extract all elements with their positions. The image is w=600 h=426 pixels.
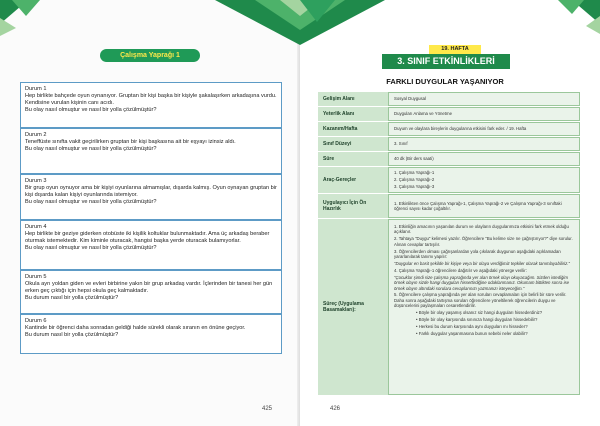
case-text: Okula ayrı yoldan giden ve evleri birbirine yakın bir grup arkadaş vardır. İçlerinden bir tanesi her gün erken geç çıktığı için hepsi okula geç kalmaktadır. xyxy=(25,281,273,295)
case-title: Durum 2 xyxy=(25,132,47,138)
case-text: Hep birlikte bir geziye giderken otobüste iki kişilik koltuklar bulunmaktadır. Ama üç arkadaş beraber oturmak istemektedir. Kim kiminle oturacak, hangisi başka yerde oturacak bulamıyorlar. xyxy=(25,231,270,245)
material-item: 3. Çalışma Yaprağı-3 xyxy=(394,183,435,189)
case-title: Durum 4 xyxy=(25,224,47,230)
info-row xyxy=(318,137,580,152)
info-label: Uygulayıcı İçin Ön Hazırlık xyxy=(318,194,388,218)
case-box xyxy=(20,128,282,174)
case-title: Durum 6 xyxy=(25,318,47,324)
process-step: "Duygular en basit şekilde bir kişiye veya bir olaya verdiğimiz tepkiler olarak tanımlayabiliriz." xyxy=(394,260,570,266)
discussion-question: • Farklı duygular yaşanmasına bunun sebebi neler olabilir? xyxy=(416,330,528,336)
process-step: 2. Tahtaya "Duygu" kelimesi yazılır. Öğrencilere "Bu kelime size ne çağrıştırıyor?" diye sorulur. Alınan cevaplar tartışılır. xyxy=(394,236,573,247)
case-box xyxy=(20,270,282,314)
info-row xyxy=(318,107,580,122)
case-question: Bu olay nasıl olmuştur ve nasıl bir yolla çözülmüştür? xyxy=(25,146,157,153)
case-question: Bu durum nasıl bir yolla çözülmüştür? xyxy=(25,332,119,339)
info-label: Yeterlik Alanı xyxy=(318,107,388,121)
process-step: 1. Etkinliğin amacının yaşanılan durum ve olayların duygularımıza etkisini fark etmek olduğu açıklanır. xyxy=(394,224,569,235)
process-step: 5. Öğrencilere çalışma yaprağında yer alan soruları cevaplamaları için belirli bir süre verilir. Daha sonra aşağıdaki tartışma soruları öğrencilere yöneltilerek öğrencilerin duygu ve düşüncelerini paylaşmaları cesaretlendirilir. xyxy=(394,292,567,309)
info-label: Kazanım/Hafta xyxy=(318,122,388,136)
decorative-triangles xyxy=(0,0,70,45)
page-number: 425 xyxy=(262,406,273,412)
info-value: Duyum ve olaylara bireylerin duygularına etkisini fark eder. / 19. Hafta xyxy=(388,122,580,136)
discussion-question: • Böyle bir olay karşısında sınınıza hangi duyguları hissedebilir? xyxy=(416,317,538,323)
info-value xyxy=(388,167,580,193)
case-title: Durum 1 xyxy=(25,86,47,92)
case-box xyxy=(20,314,282,354)
info-row xyxy=(318,122,580,137)
case-question: Bu olay nasıl olmuştur ve nasıl bir yolla çözülmüştür? xyxy=(25,245,157,252)
info-value: Sosyal Duygusal xyxy=(388,92,580,106)
info-label: Süreç (Uygulama Basamakları): xyxy=(318,219,388,395)
process-step: "Çocuklar şimdi size çalışma yaprağında yer alan örnek olayı okuyacağım. Sizden istediğim örnek olayın sizde hangi duyguları hissettirdiğine odaklanmanız. Okumam bittikten sonra ise örnek olayın altındaki sorulara cevaplarınızı yazmanızı isteyeceğim." xyxy=(394,274,570,291)
lesson-title: FARKLI DUYGULAR YAŞANIYOR xyxy=(386,77,504,86)
discussion-question-text: Farklı duygular yaşanmasına bunun sebebi neler olabilir? xyxy=(418,330,528,336)
process-step: 3. Öğrencilerden olması çağrışanlardan yola çıkılarak duygunun aşağıdaki açıklamadan yararlanılarak tanımı yapılır: xyxy=(394,248,561,260)
info-row xyxy=(318,152,580,167)
process-steps xyxy=(388,219,580,395)
info-value: 40 dk (Bir ders saati) xyxy=(388,152,580,166)
case-box xyxy=(20,220,282,270)
case-question: Bu olay nasıl olmuştur ve nasıl bir yolla çözülmüştür? xyxy=(25,107,157,114)
info-row xyxy=(318,219,580,396)
info-label: Sınıf Düzeyi xyxy=(318,137,388,151)
case-title: Durum 5 xyxy=(25,274,47,280)
info-row xyxy=(318,167,580,194)
case-text: Hep birlikte bahçede oyun oynanıyor. Gruptan bir kişi başka bir kişiyle şakalaşırken arkadaşına vurdu. Kendisine vurulan kişinin canı acıdı. xyxy=(25,93,277,107)
case-text: Kantinde bir öğrenci daha sonradan geldiği halde sürekli olarak sıranın en önüne geçiyor. xyxy=(25,325,246,332)
discussion-question: • Böyle bir olay yaşamış olsanız siz hangi duyguları hissederdiniz? xyxy=(416,310,543,316)
case-text: Bir grup oyun oynuyor ama bir kişiyi oyunlarına almamışlar, dışarda kalmış. Oyun oynayan gruptan bir kişi dışarda kalan kişiyi oyunlarında istemiyor. xyxy=(25,185,277,199)
activities-banner: 3. SINIF ETKİNLİKLERİ xyxy=(382,54,510,69)
discussion-question-text: Herkesi bu durum karşısında aynı duyguları mı hisseder? xyxy=(418,324,528,329)
info-label: Süre xyxy=(318,152,388,166)
page-number: 426 xyxy=(330,406,341,412)
info-label: Gelişim Alanı xyxy=(318,92,388,106)
discussion-question-text: Böyle bir olay karşısında sınınıza hangi duyguları hissedebilir? xyxy=(418,317,538,323)
info-row xyxy=(318,194,580,219)
material-item: 2. Çalışma Yaprağı-2 xyxy=(394,176,435,182)
info-row xyxy=(318,92,580,107)
case-question: Bu durum nasıl bir yolla çözülmüştür? xyxy=(25,295,119,302)
header-decoration xyxy=(215,0,385,45)
info-value: 3. Sınıf xyxy=(388,137,580,151)
discussion-question-text: Böyle bir olay yaşamış olsanız siz hangi duyguları hissederdiniz? xyxy=(418,310,543,316)
case-box xyxy=(20,174,282,220)
week-tag: 19. HAFTA xyxy=(429,45,481,54)
activity-info-table xyxy=(318,92,580,396)
case-text: Teneffüste sınıfta vakit geçirilirken gruptan bir kişi başkasına ait bir eşyayı izinsiz aldı. xyxy=(25,139,236,146)
info-value: 1. Etkinlikten önce Çalışma Yaprağı-1, Çalışma Yaprağı-2 ve Çalışma Yaprağı-3 sınıftaki öğrenci sayısı kadar çoğaltılır. xyxy=(388,194,580,218)
worksheet-badge: Çalışma Yaprağı 1 xyxy=(100,49,200,62)
decorative-triangles xyxy=(540,0,600,40)
case-question: Bu olay nasıl olmuştur ve nasıl bir yolla çözülmüştür? xyxy=(25,199,157,206)
info-value: Duyguları Anlama ve Yönetme xyxy=(388,107,580,121)
info-label: Araç-Gereçler xyxy=(318,167,388,193)
discussion-question: • Herkesi bu durum karşısında aynı duyguları mı hisseder? xyxy=(416,324,528,329)
process-step: 4. Çalışma Yaprağı-1 öğrencilere dağıtılır ve aşağıdaki yönerge verilir: xyxy=(394,267,527,273)
material-item: 1. Çalışma Yaprağı-1 xyxy=(394,170,435,175)
case-title: Durum 3 xyxy=(25,178,47,184)
case-box xyxy=(20,82,282,128)
